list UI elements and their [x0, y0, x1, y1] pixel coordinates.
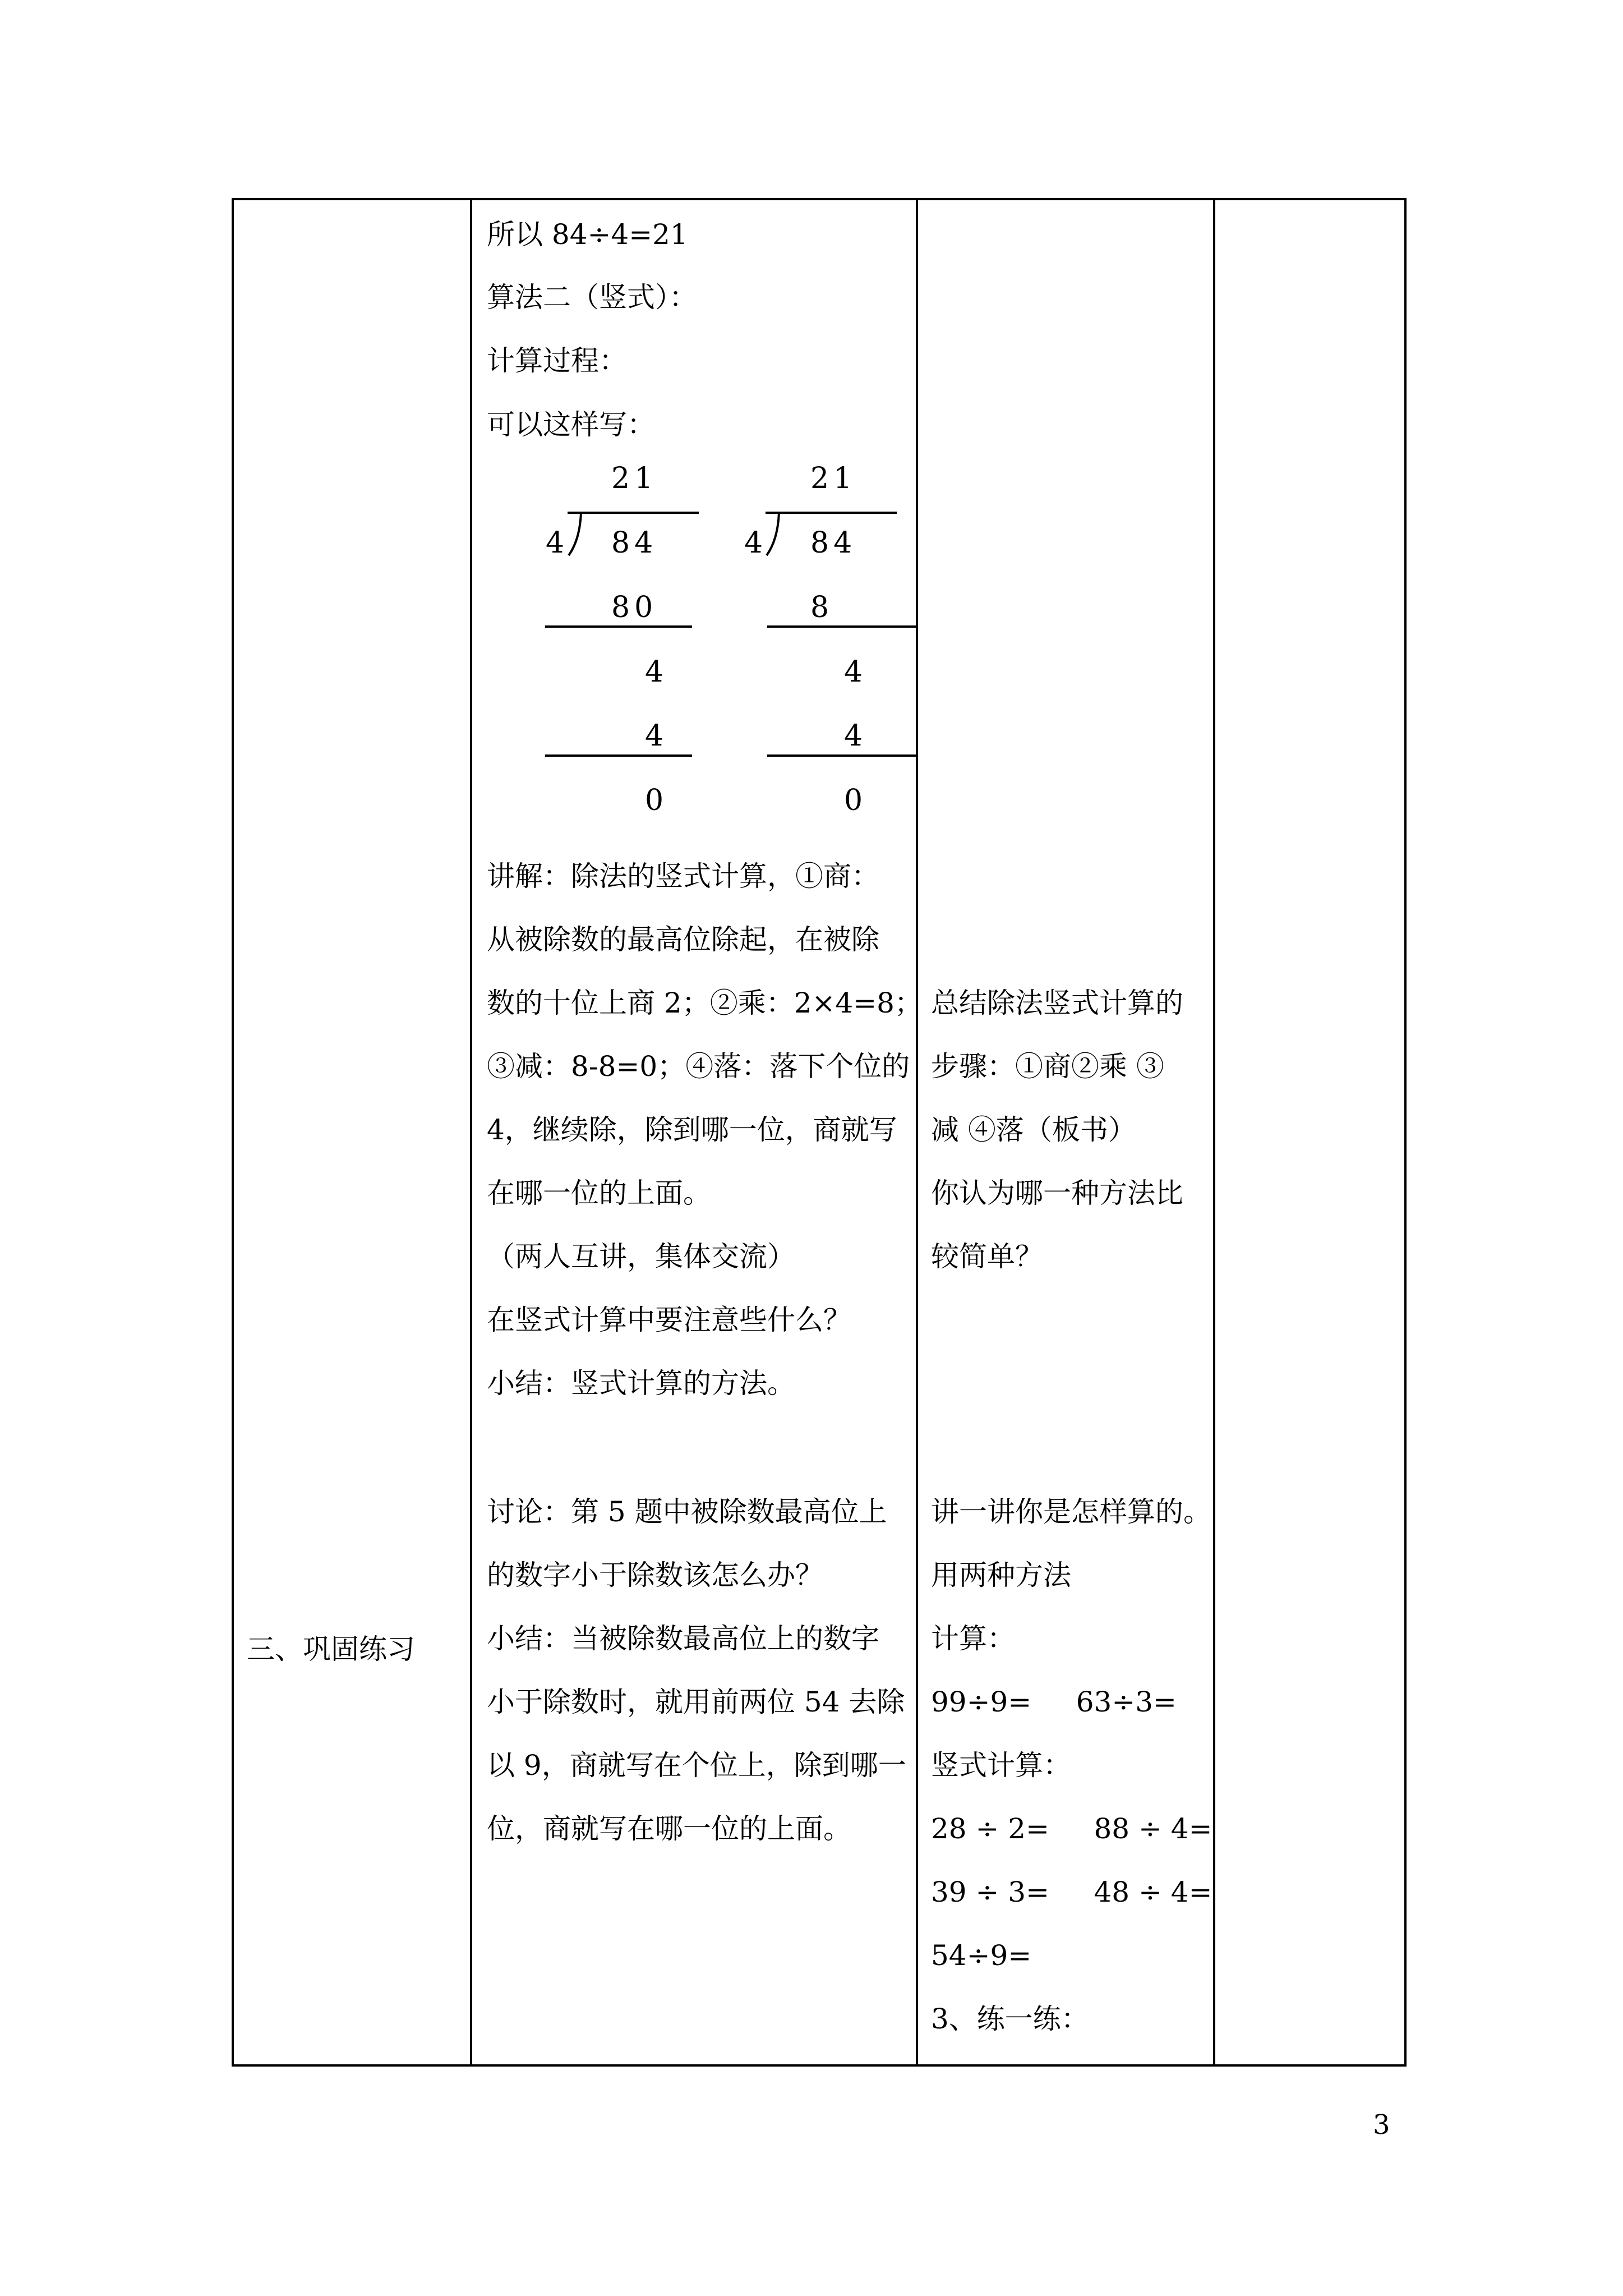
- practice-line: 竖式计算：: [931, 1749, 1071, 1782]
- content-line: 可以这样写：: [487, 408, 655, 441]
- discussion-line: 讨论：第 5 题中被除数最高位上: [487, 1496, 887, 1528]
- subtraction-line: [767, 625, 916, 628]
- practice-line: 99÷9= 63÷3=: [931, 1686, 1177, 1718]
- quotient: 21: [611, 462, 658, 495]
- table-col-border-3: [916, 198, 918, 2066]
- product-step: 8: [810, 591, 834, 624]
- explanation-line: 在竖式计算中要注意些什么？: [487, 1304, 851, 1336]
- practice-line: 54÷9=: [931, 1939, 1032, 1972]
- practice-line: 计算：: [931, 1622, 1015, 1655]
- subtraction-line: [767, 754, 916, 757]
- quotient: 21: [810, 462, 857, 495]
- teacher-summary-line: 你认为哪一种方法比: [931, 1177, 1183, 1209]
- teacher-summary-line: 减 ④落（板书）: [931, 1114, 1136, 1146]
- divisor: 4: [546, 526, 569, 560]
- teacher-summary-line: 总结除法竖式计算的: [931, 987, 1183, 1019]
- product-step: 4: [844, 719, 868, 753]
- discussion-line: 小结：当被除数最高位上的数字: [487, 1622, 879, 1655]
- explanation-line: ③减：8-8=0；④落：落下个位的: [487, 1050, 910, 1083]
- product-step: 4: [645, 719, 668, 753]
- content-line: 算法二（竖式）：: [487, 281, 697, 314]
- table-col-border-4: [1213, 198, 1215, 2066]
- content-line: 计算过程：: [487, 344, 627, 377]
- product-step: 80: [611, 591, 658, 624]
- content-line: 所以 84÷4=21: [487, 218, 688, 251]
- practice-line: 用两种方法: [931, 1559, 1071, 1591]
- difference-step: 4: [645, 655, 668, 689]
- dividend: 84: [611, 526, 658, 560]
- explanation-line: 从被除数的最高位除起，在被除: [487, 923, 879, 956]
- subtraction-line: [545, 754, 692, 757]
- practice-line: 3、练一练：: [931, 2003, 1089, 2035]
- remainder: 0: [844, 784, 868, 817]
- discussion-line: 位，商就写在哪一位的上面。: [487, 1812, 851, 1845]
- difference-step: 4: [844, 655, 868, 689]
- explanation-line: 小结：竖式计算的方法。: [487, 1367, 795, 1400]
- teacher-summary-line: 步骤：①商②乘 ③: [931, 1050, 1164, 1083]
- explanation-line: 4，继续除，除到哪一位，商就写: [487, 1114, 897, 1146]
- remainder: 0: [645, 784, 668, 817]
- explanation-line: 在哪一位的上面。: [487, 1177, 711, 1209]
- table-col-border-1: [232, 198, 234, 2066]
- discussion-line: 以 9，商就写在个位上，除到哪一: [487, 1749, 906, 1782]
- discussion-line: 小于除数时，就用前两位 54 去除: [487, 1686, 905, 1718]
- subtraction-line: [545, 625, 692, 628]
- practice-line: 39 ÷ 3= 48 ÷ 4=: [931, 1876, 1212, 1908]
- dividend: 84: [810, 526, 857, 560]
- explanation-line: 讲解：除法的竖式计算，①商：: [487, 860, 879, 892]
- divisor: 4: [744, 526, 768, 560]
- practice-line: 28 ÷ 2= 88 ÷ 4=: [931, 1812, 1212, 1845]
- teacher-summary-line: 较简单？: [931, 1240, 1043, 1273]
- discussion-line: 的数字小于除数该怎么办？: [487, 1559, 823, 1591]
- practice-line: 讲一讲你是怎样算的。: [931, 1496, 1211, 1528]
- table-col-border-2: [470, 198, 472, 2066]
- explanation-line: 数的十位上商 2；②乘：2×4=8；: [487, 987, 923, 1019]
- explanation-line: （两人互讲，集体交流）: [487, 1240, 795, 1273]
- page-number: 3: [1373, 2109, 1390, 2141]
- table-bottom-border: [232, 2064, 1407, 2067]
- stage-label: 三、巩固练习: [247, 1633, 415, 1665]
- table-top-border: [232, 198, 1407, 200]
- table-col-border-5: [1404, 198, 1407, 2066]
